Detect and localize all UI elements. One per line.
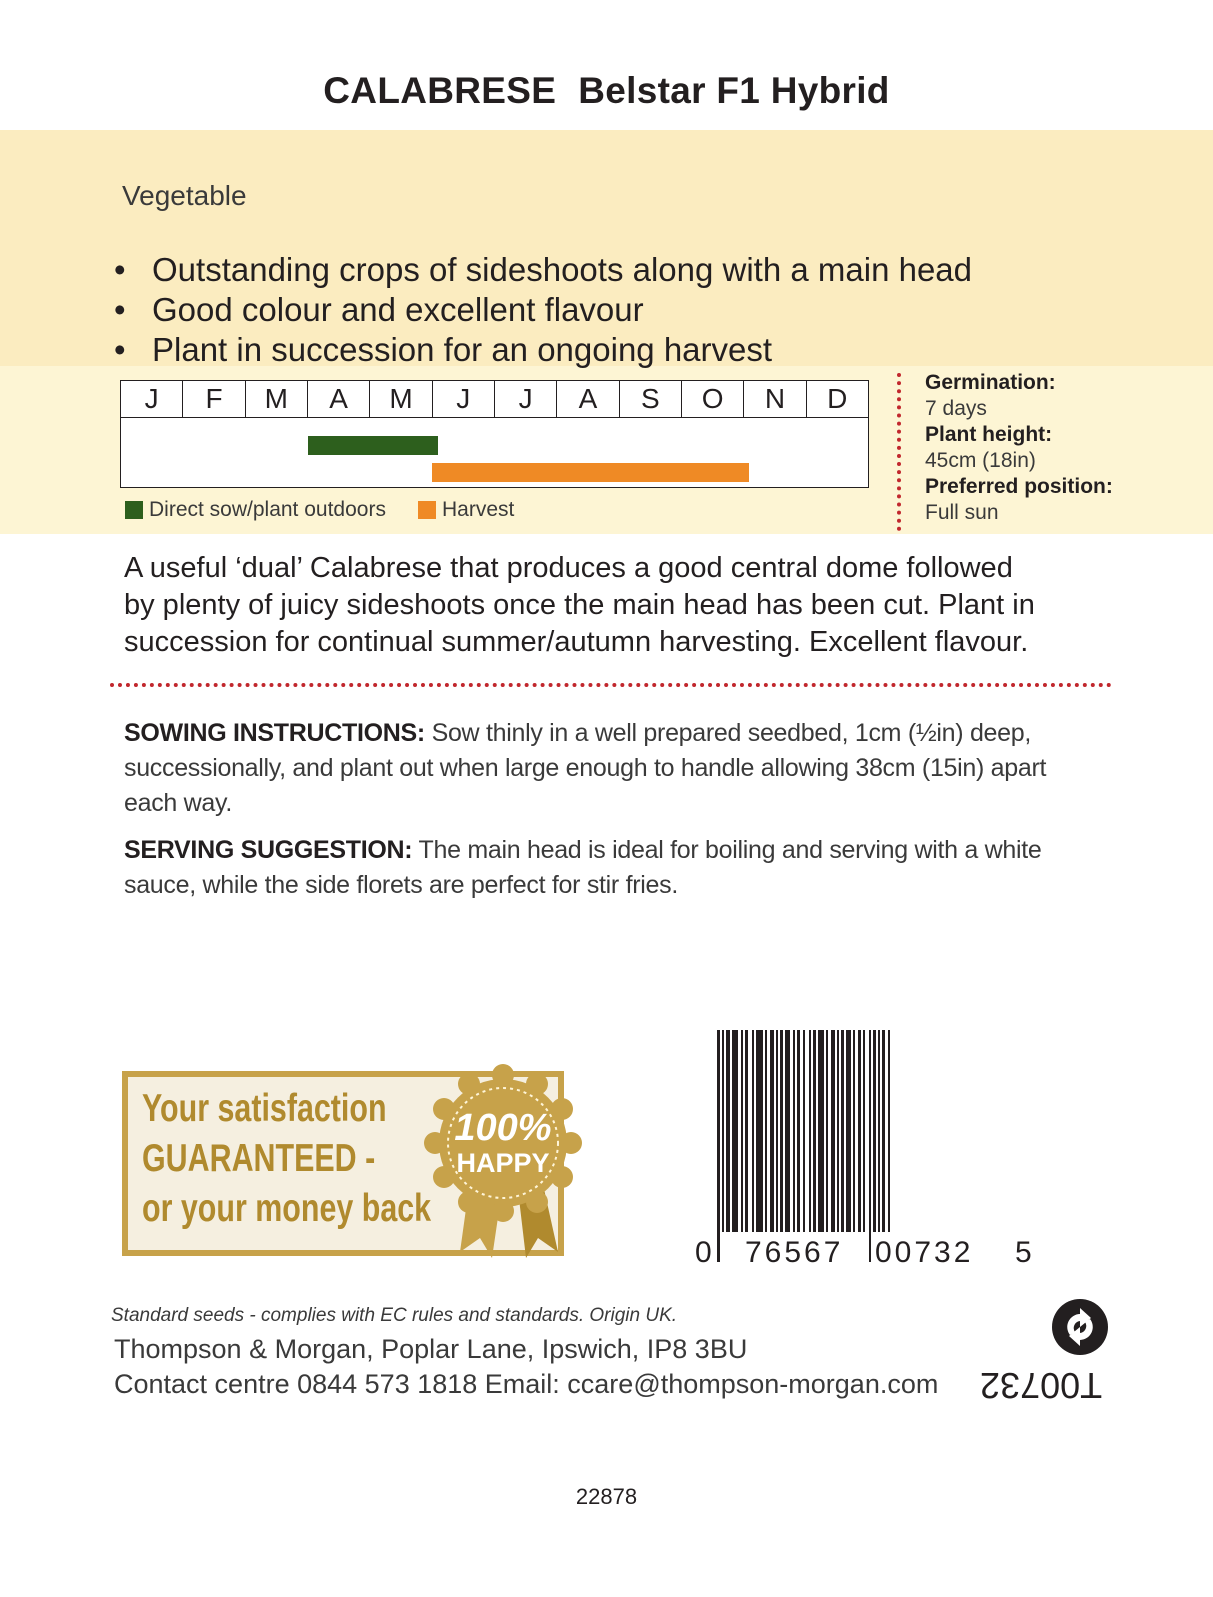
sowing-calendar	[120, 380, 869, 488]
serving-text: The main head is ideal for boiling and serving with a white	[412, 836, 1042, 864]
barcode-bar	[765, 1030, 767, 1262]
height-label: Plant height:	[925, 423, 1053, 446]
happy-seal-icon	[418, 1060, 588, 1260]
barcode-group2: 00732	[875, 1236, 974, 1269]
standard-seeds-note: Standard seeds - complies with EC rules and standards. Origin UK.	[111, 1305, 678, 1326]
dotted-divider-vertical	[897, 373, 901, 531]
serving-label: SERVING SUGGESTION:	[124, 836, 413, 864]
barcode-bar	[752, 1030, 754, 1262]
feature-text: Plant in succession for an ongoing harvest	[152, 331, 773, 368]
barcode-bar	[793, 1030, 795, 1262]
feature-item	[112, 290, 972, 330]
sowing-line	[124, 716, 1104, 751]
barcode	[695, 1030, 1055, 1270]
barcode-bar	[863, 1030, 865, 1262]
sowing-line: successionally, and plant out when large enough to handle allowing 38cm (15in) apart	[124, 754, 1047, 782]
reference-number: 22878	[575, 1484, 638, 1509]
feature-list	[112, 250, 972, 370]
barcode-bar	[888, 1030, 890, 1262]
barcode-bar	[853, 1030, 855, 1262]
sowing-text: Sow thinly in a well prepared seedbed, 1cm (½in) deep,	[424, 719, 1032, 747]
month-label: M	[370, 381, 432, 417]
feature-text: Outstanding crops of sideshoots along with a main head	[152, 251, 973, 288]
serving-line: sauce, while the side florets are perfect for stir fries.	[124, 871, 678, 899]
serving-suggestion	[124, 833, 1104, 903]
barcode-bar	[869, 1030, 871, 1262]
seal-happy: HAPPY	[456, 1148, 550, 1178]
barcode-bar	[770, 1030, 774, 1262]
barcode-bar	[826, 1030, 828, 1262]
barcode-bar	[797, 1030, 800, 1262]
germination-value: 7 days	[925, 397, 987, 420]
month-label: N	[744, 381, 806, 417]
product-code-flipped: T00732	[980, 1365, 1103, 1406]
barcode-bar	[776, 1030, 778, 1262]
feature-item	[112, 250, 972, 290]
barcode-bar	[858, 1030, 861, 1262]
guarantee-line: GUARANTEED -	[142, 1137, 376, 1180]
guarantee-line: Your satisfaction	[142, 1087, 387, 1130]
growing-info	[925, 370, 1113, 526]
recycle-icon	[1050, 1297, 1110, 1357]
month-label: J	[121, 381, 183, 417]
barcode-bar	[745, 1030, 748, 1262]
barcode-bar	[813, 1030, 816, 1262]
barcode-digit-last: 5	[1015, 1236, 1032, 1269]
feature-text: Good colour and excellent flavour	[152, 291, 644, 328]
barcode-bar	[726, 1030, 730, 1262]
barcode-bars	[717, 1030, 890, 1262]
barcode-bar	[831, 1030, 835, 1262]
feature-item	[112, 330, 972, 370]
title-variety: Belstar F1 Hybrid	[578, 70, 890, 111]
page-title	[0, 70, 1213, 112]
legend-label: Harvest	[442, 498, 515, 521]
month-label: J	[433, 381, 495, 417]
harvest-period-bar	[432, 463, 749, 482]
barcode-bar	[878, 1030, 880, 1262]
legend-label: Direct sow/plant outdoors	[149, 498, 386, 521]
month-label: F	[183, 381, 245, 417]
serving-line	[124, 833, 1104, 868]
month-label: A	[557, 381, 619, 417]
description-line: by plenty of juicy sideshoots once the main head has been cut. Plant in	[124, 589, 1035, 621]
height-value: 45cm (18in)	[925, 449, 1036, 472]
barcode-digit-first: 0	[695, 1236, 712, 1269]
month-label: S	[620, 381, 682, 417]
barcode-bar	[809, 1030, 811, 1262]
sow-period-bar	[308, 436, 439, 455]
barcode-bar	[785, 1030, 790, 1262]
position-label: Preferred position:	[925, 475, 1113, 498]
month-label: M	[246, 381, 308, 417]
description-line: A useful ‘dual’ Calabrese that produces a good central dome followed	[124, 552, 1013, 584]
barcode-bar	[846, 1030, 851, 1262]
position-value: Full sun	[925, 501, 999, 524]
barcode-bar	[741, 1030, 743, 1262]
legend-harvest	[418, 498, 514, 522]
description-line: succession for continual summer/autumn harvesting. Excellent flavour.	[124, 626, 1029, 658]
bullet-icon: •	[114, 291, 126, 328]
legend-swatch-harvest	[418, 501, 436, 519]
month-label: A	[308, 381, 370, 417]
company-address: Thompson & Morgan, Poplar Lane, Ipswich, IP8 3BU	[114, 1334, 748, 1364]
barcode-bar	[873, 1030, 876, 1262]
bullet-icon: •	[114, 331, 126, 368]
legend-sow	[125, 498, 386, 522]
calendar-months	[121, 381, 868, 418]
month-label: D	[827, 383, 848, 414]
barcode-bar	[756, 1030, 763, 1262]
category-label: Vegetable	[122, 180, 247, 211]
guarantee-line: or your money back	[142, 1187, 432, 1230]
barcode-bar	[837, 1030, 839, 1262]
barcode-bar	[803, 1030, 805, 1262]
month-label: O	[682, 381, 744, 417]
barcode-bar	[722, 1030, 724, 1262]
month-label: J	[495, 381, 557, 417]
barcode-group1: 76567	[745, 1236, 844, 1269]
bullet-icon: •	[114, 251, 126, 288]
description	[124, 550, 1124, 661]
legend-swatch-sow	[125, 501, 143, 519]
sowing-instructions	[124, 716, 1104, 821]
barcode-bar	[818, 1030, 824, 1262]
barcode-bar	[841, 1030, 844, 1262]
sowing-label: SOWING INSTRUCTIONS:	[124, 719, 425, 747]
germination-label: Germination:	[925, 371, 1056, 394]
sowing-line: each way.	[124, 789, 233, 817]
barcode-bar	[732, 1030, 738, 1262]
barcode-bar	[882, 1030, 885, 1262]
contact-details: Contact centre 0844 573 1818 Email: ccare@thompson-morgan.com	[114, 1369, 939, 1399]
barcode-bar	[717, 1030, 720, 1262]
dotted-divider-horizontal	[110, 683, 1112, 687]
title-crop: CALABRESE	[323, 70, 557, 111]
seal-percent: 100%	[454, 1107, 552, 1149]
barcode-bar	[780, 1030, 783, 1262]
